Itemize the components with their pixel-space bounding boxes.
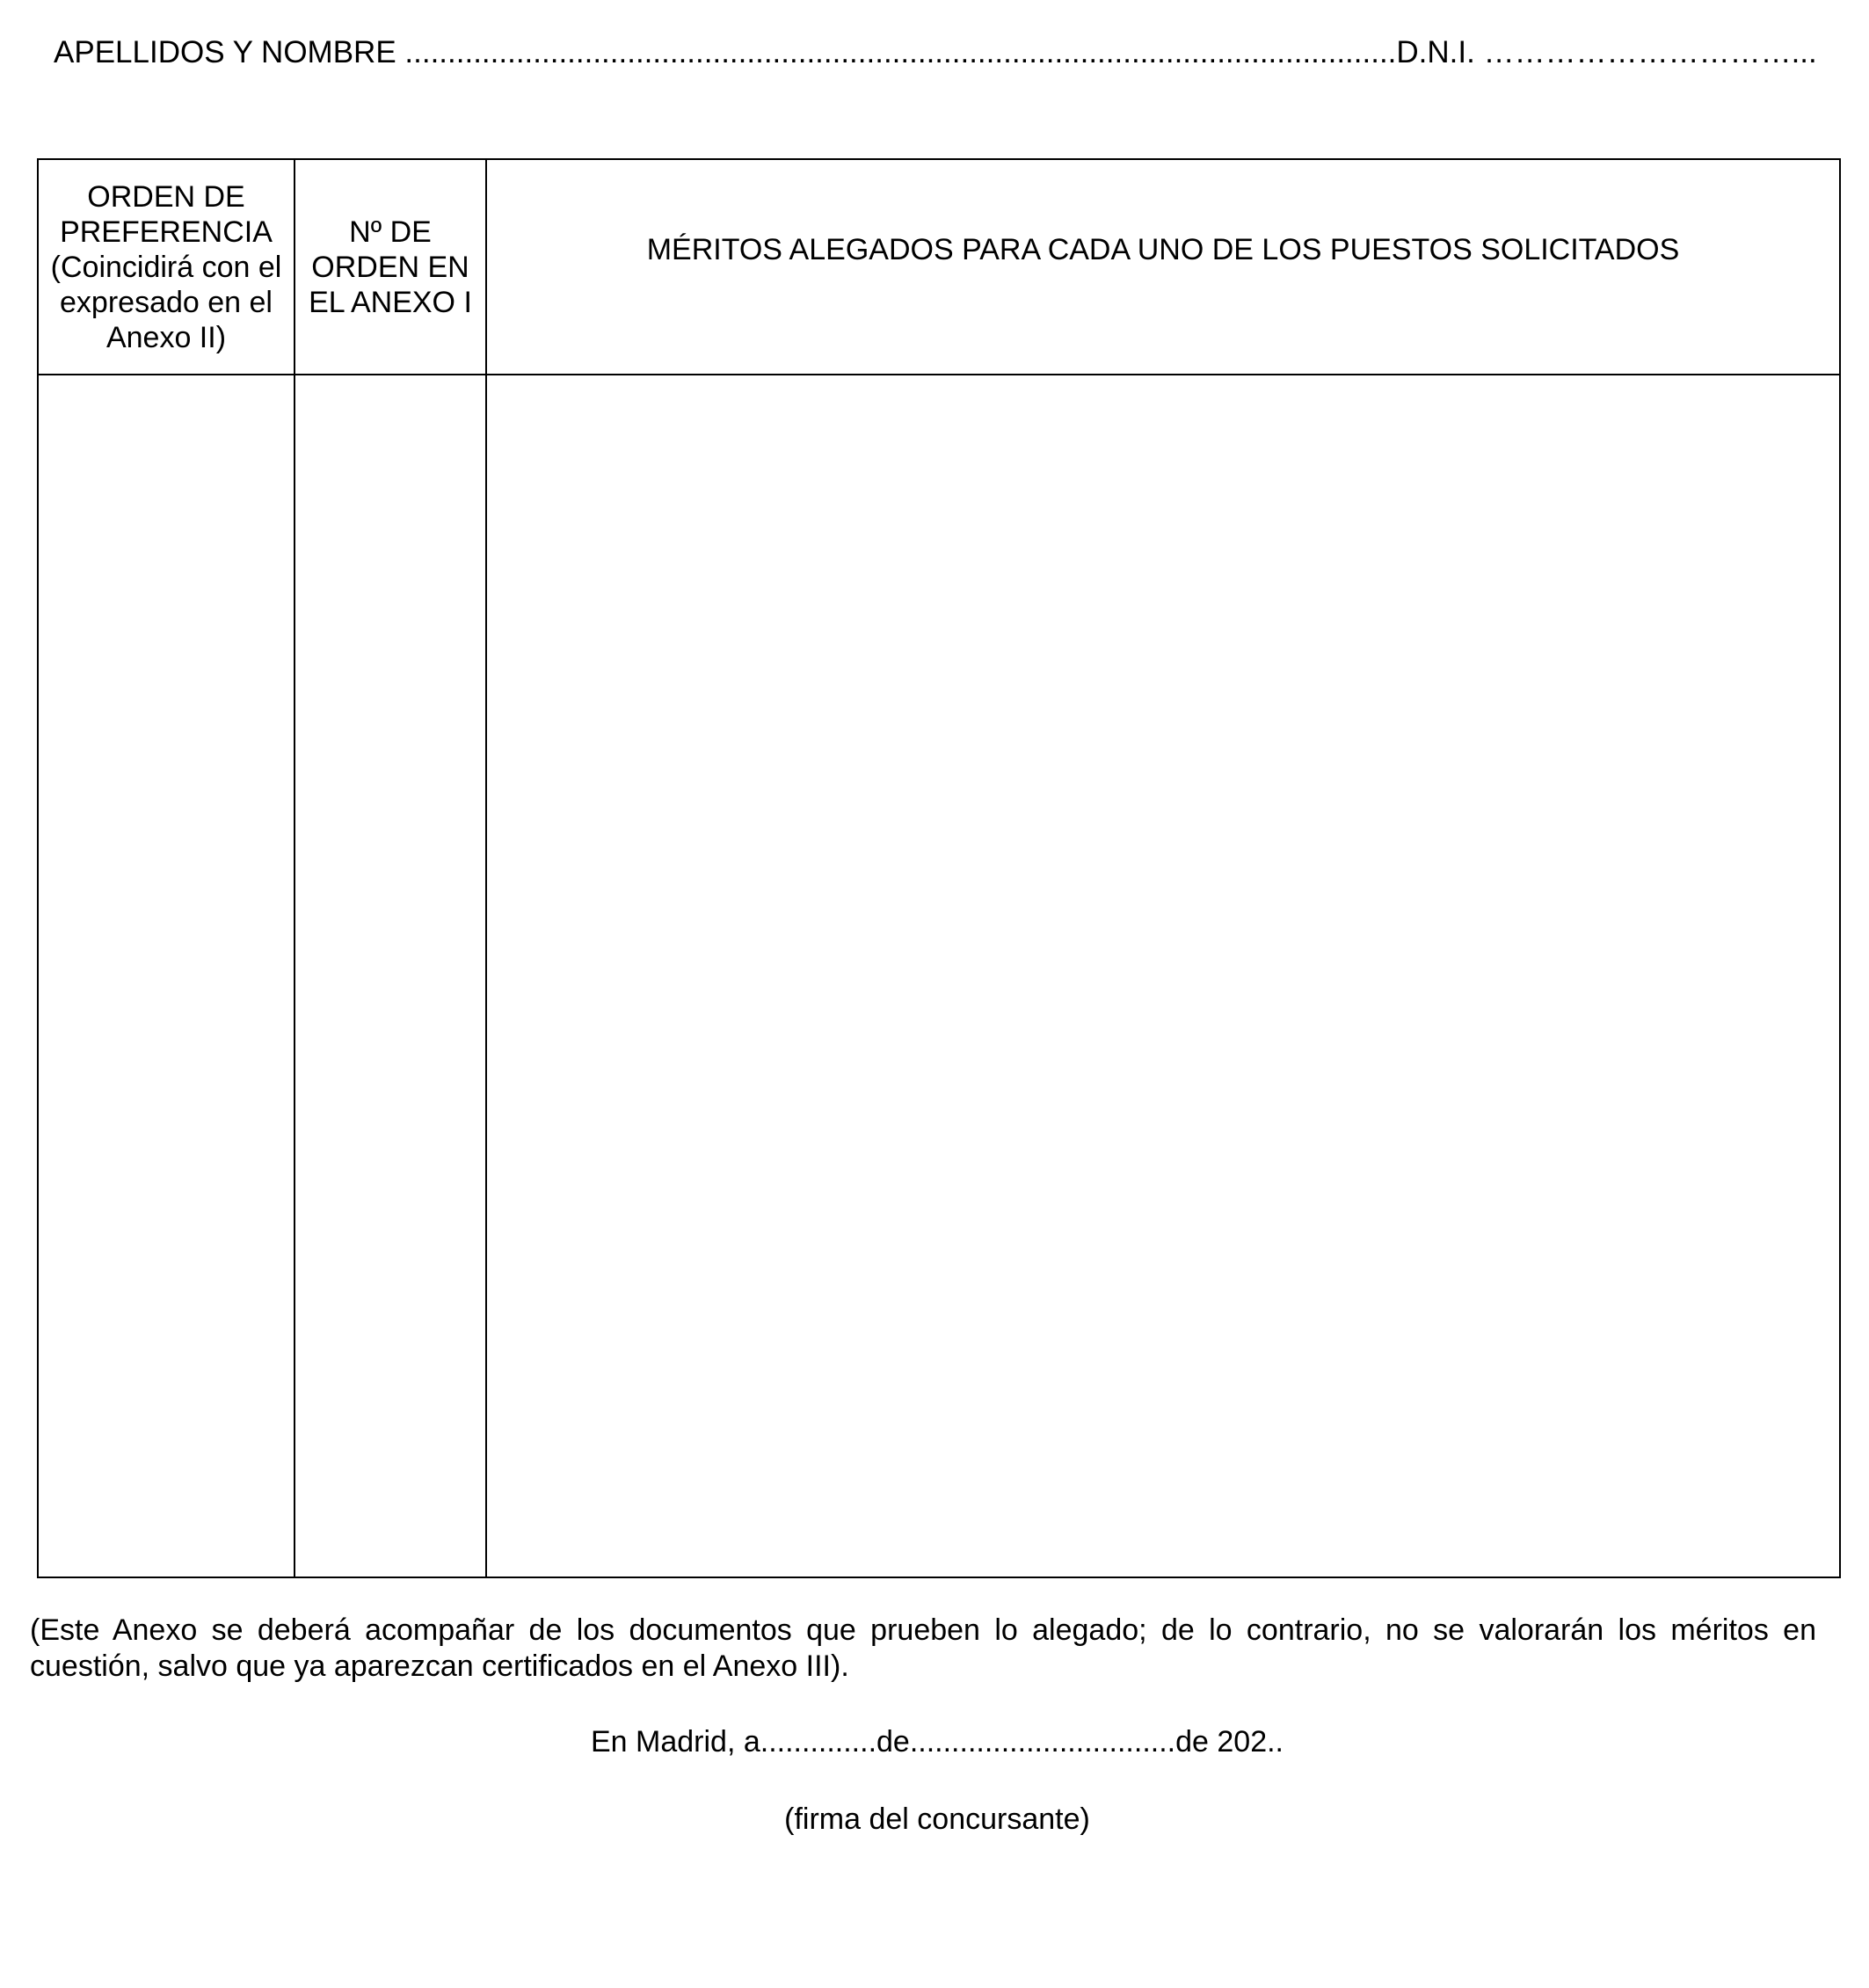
merits-header bbox=[486, 159, 1840, 375]
merits-table bbox=[37, 158, 1841, 1578]
preference-order-cell[interactable] bbox=[38, 375, 295, 1577]
signature-caption: (firma del concursante) bbox=[784, 1802, 1090, 1836]
merits-header-text: MÉRITOS ALEGADOS PARA CADA UNO DE LOS PUESTOS SOLICITADOS bbox=[646, 232, 1680, 266]
annex-note: (Este Anexo se deberá acompañar de los documentos que prueben lo alegado; de lo contrario, no se valorarán los méritos en cuestión, salvo que ya aparezcan certificados en el Anexo III). bbox=[30, 1613, 1816, 1683]
table-header-row bbox=[38, 159, 1840, 375]
annex-order-number-header-text: Nº DE ORDEN EN EL ANEXO I bbox=[309, 215, 472, 319]
name-dni-line: APELLIDOS Y NOMBRE ....................................................................................................................D.N.I. …………………………... bbox=[54, 35, 1817, 69]
annex-order-number-header bbox=[295, 159, 486, 375]
place-date-line: En Madrid, a..............de................................de 202.. bbox=[591, 1725, 1284, 1759]
merits-cell[interactable] bbox=[486, 375, 1840, 1577]
annex-order-number-cell[interactable] bbox=[295, 375, 486, 1577]
preference-order-header-text: ORDEN DE PREFERENCIA (Coincidirá con el expresado en el Anexo II) bbox=[50, 179, 282, 354]
table-row bbox=[38, 375, 1840, 1577]
preference-order-header bbox=[38, 159, 295, 375]
